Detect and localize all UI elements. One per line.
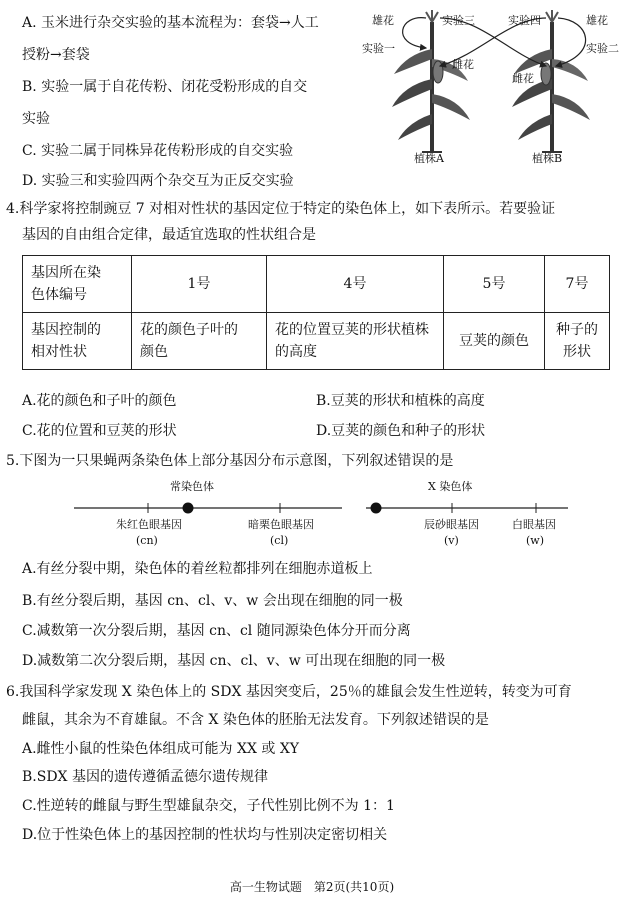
q6-option-a: A.雌性小鼠的性染色体组成可能为 XX 或 XY [22,741,300,757]
q6-option-b: B.SDX 基因的遗传遵循孟德尔遗传规律 [22,769,268,785]
table-row-label: 基因控制的 相对性状 [23,313,132,370]
table-row [23,313,610,370]
exp2-label: 实验二 [586,42,619,55]
plant-a-illustration [392,10,470,152]
gene-v-symbol: (v) [444,534,459,547]
q4-stem-line2: 基因的自由组合定律，最适宜选取的性状组合是 [22,227,316,243]
table-cell-chromosome-4: 4号 [267,256,444,313]
table-cell-chromosome-7: 7号 [545,256,610,313]
q5-option-d: D.减数第二次分裂后期，基因 cn、cl、v、w 可出现在细胞的同一极 [22,653,446,669]
q6-stem-line1: 6.我国科学家发现 X 染色体上的 SDX 基因突变后，25％的雄鼠会发生性逆转，转变为可育 [6,684,572,700]
plant-b-label: 植株B [532,152,563,165]
table-cell-traits-7: 种子的形状 [545,313,610,370]
plant-a-label: 植株A [414,152,444,165]
q6-option-d: D.位于性染色体上的基因控制的性状均与性别决定密切相关 [22,827,388,843]
table-cell-chromosome-5: 5号 [444,256,545,313]
q5-option-c: C.减数第一次分裂后期，基因 cn、cl 随同源染色体分开而分离 [22,623,411,639]
q4-option-d: D.豆荚的颜色和种子的形状 [316,423,486,439]
table-cell-traits-5: 豆荚的颜色 [444,313,545,370]
gene-cn-name: 朱红色眼基因 [116,518,182,531]
autosome-centromere [183,503,194,514]
q3-option-d: D. 实验三和实验四两个杂交互为正反交实验 [22,173,294,189]
table-cell-traits-4: 花的位置豆荚的形状植株 的高度 [267,313,444,370]
autosome-label: 常染色体 [170,480,214,493]
x-chromosome-label: X 染色体 [428,480,473,493]
q5-stem: 5.下图为一只果蝇两条染色体上部分基因分布示意图，下列叙述错误的是 [6,453,454,469]
exp2-arrow [556,18,586,66]
q6-stem-line2: 雌鼠，其余为不育雄鼠。不含 X 染色体的胚胎无法发育。下列叙述错误的是 [22,712,489,728]
gene-cl-name: 暗栗色眼基因 [248,518,314,531]
table-row [23,256,610,313]
q5-option-b: B.有丝分裂后期，基因 cn、cl、v、w 会出现在细胞的同一极 [22,593,403,609]
corn-experiment-figure [360,4,622,172]
exp3-label: 实验三 [442,14,475,27]
gene-w-name: 白眼基因 [512,518,556,531]
gene-cn-symbol: (cn) [136,534,158,547]
gene-w-symbol: (w) [526,534,544,547]
exp1-arrow [403,18,426,48]
gene-cl-symbol: (cl) [270,534,289,547]
plant-b-male-flower-label: 雄花 [586,14,608,27]
plant-a-male-flower-label: 雄花 [372,14,394,27]
exp4-label: 实验四 [508,14,541,27]
q6-option-c: C.性逆转的雌鼠与野生型雄鼠杂交，子代性别比例不为 1：1 [22,798,395,814]
gene-location-table [22,255,610,370]
q4-option-b: B.豆荚的形状和植株的高度 [316,393,485,409]
table-cell-traits-1: 花的颜色子叶的 颜色 [132,313,267,370]
q5-option-a: A.有丝分裂中期，染色体的着丝粒都排列在细胞赤道板上 [22,561,373,577]
x-centromere [371,503,382,514]
q4-option-a: A.花的颜色和子叶的颜色 [22,393,177,409]
chromosome-diagram [70,476,570,548]
q3-option-b-line1: B. 实验一属于自花传粉、闭花受粉形成的自交 [22,79,308,95]
table-header-label: 基因所在染 色体编号 [23,256,132,313]
q3-option-c: C. 实验二属于同株异花传粉形成的自交实验 [22,143,294,159]
q3-option-a-line1: A. 玉米进行杂交实验的基本流程为：套袋→人工 [22,15,319,31]
page-footer: 高一生物试题 第2页(共10页) [229,880,395,894]
q4-option-c: C.花的位置和豆荚的形状 [22,423,177,439]
table-cell-chromosome-1: 1号 [132,256,267,313]
exp1-label: 实验一 [362,42,395,55]
q4-stem-line1: 4.科学家将控制豌豆 7 对相对性状的基因定位于特定的染色体上，如下表所示。若要验证 [6,201,556,217]
corn-plants-illustration [360,4,622,172]
plant-a-female-flower-label: 雌花 [452,58,474,71]
gene-v-name: 辰砂眼基因 [424,518,479,531]
q3-option-a-line2: 授粉→套袋 [22,47,90,63]
q3-option-b-line2: 实验 [22,111,50,127]
plant-b-female-flower-label: 雌花 [512,72,534,85]
